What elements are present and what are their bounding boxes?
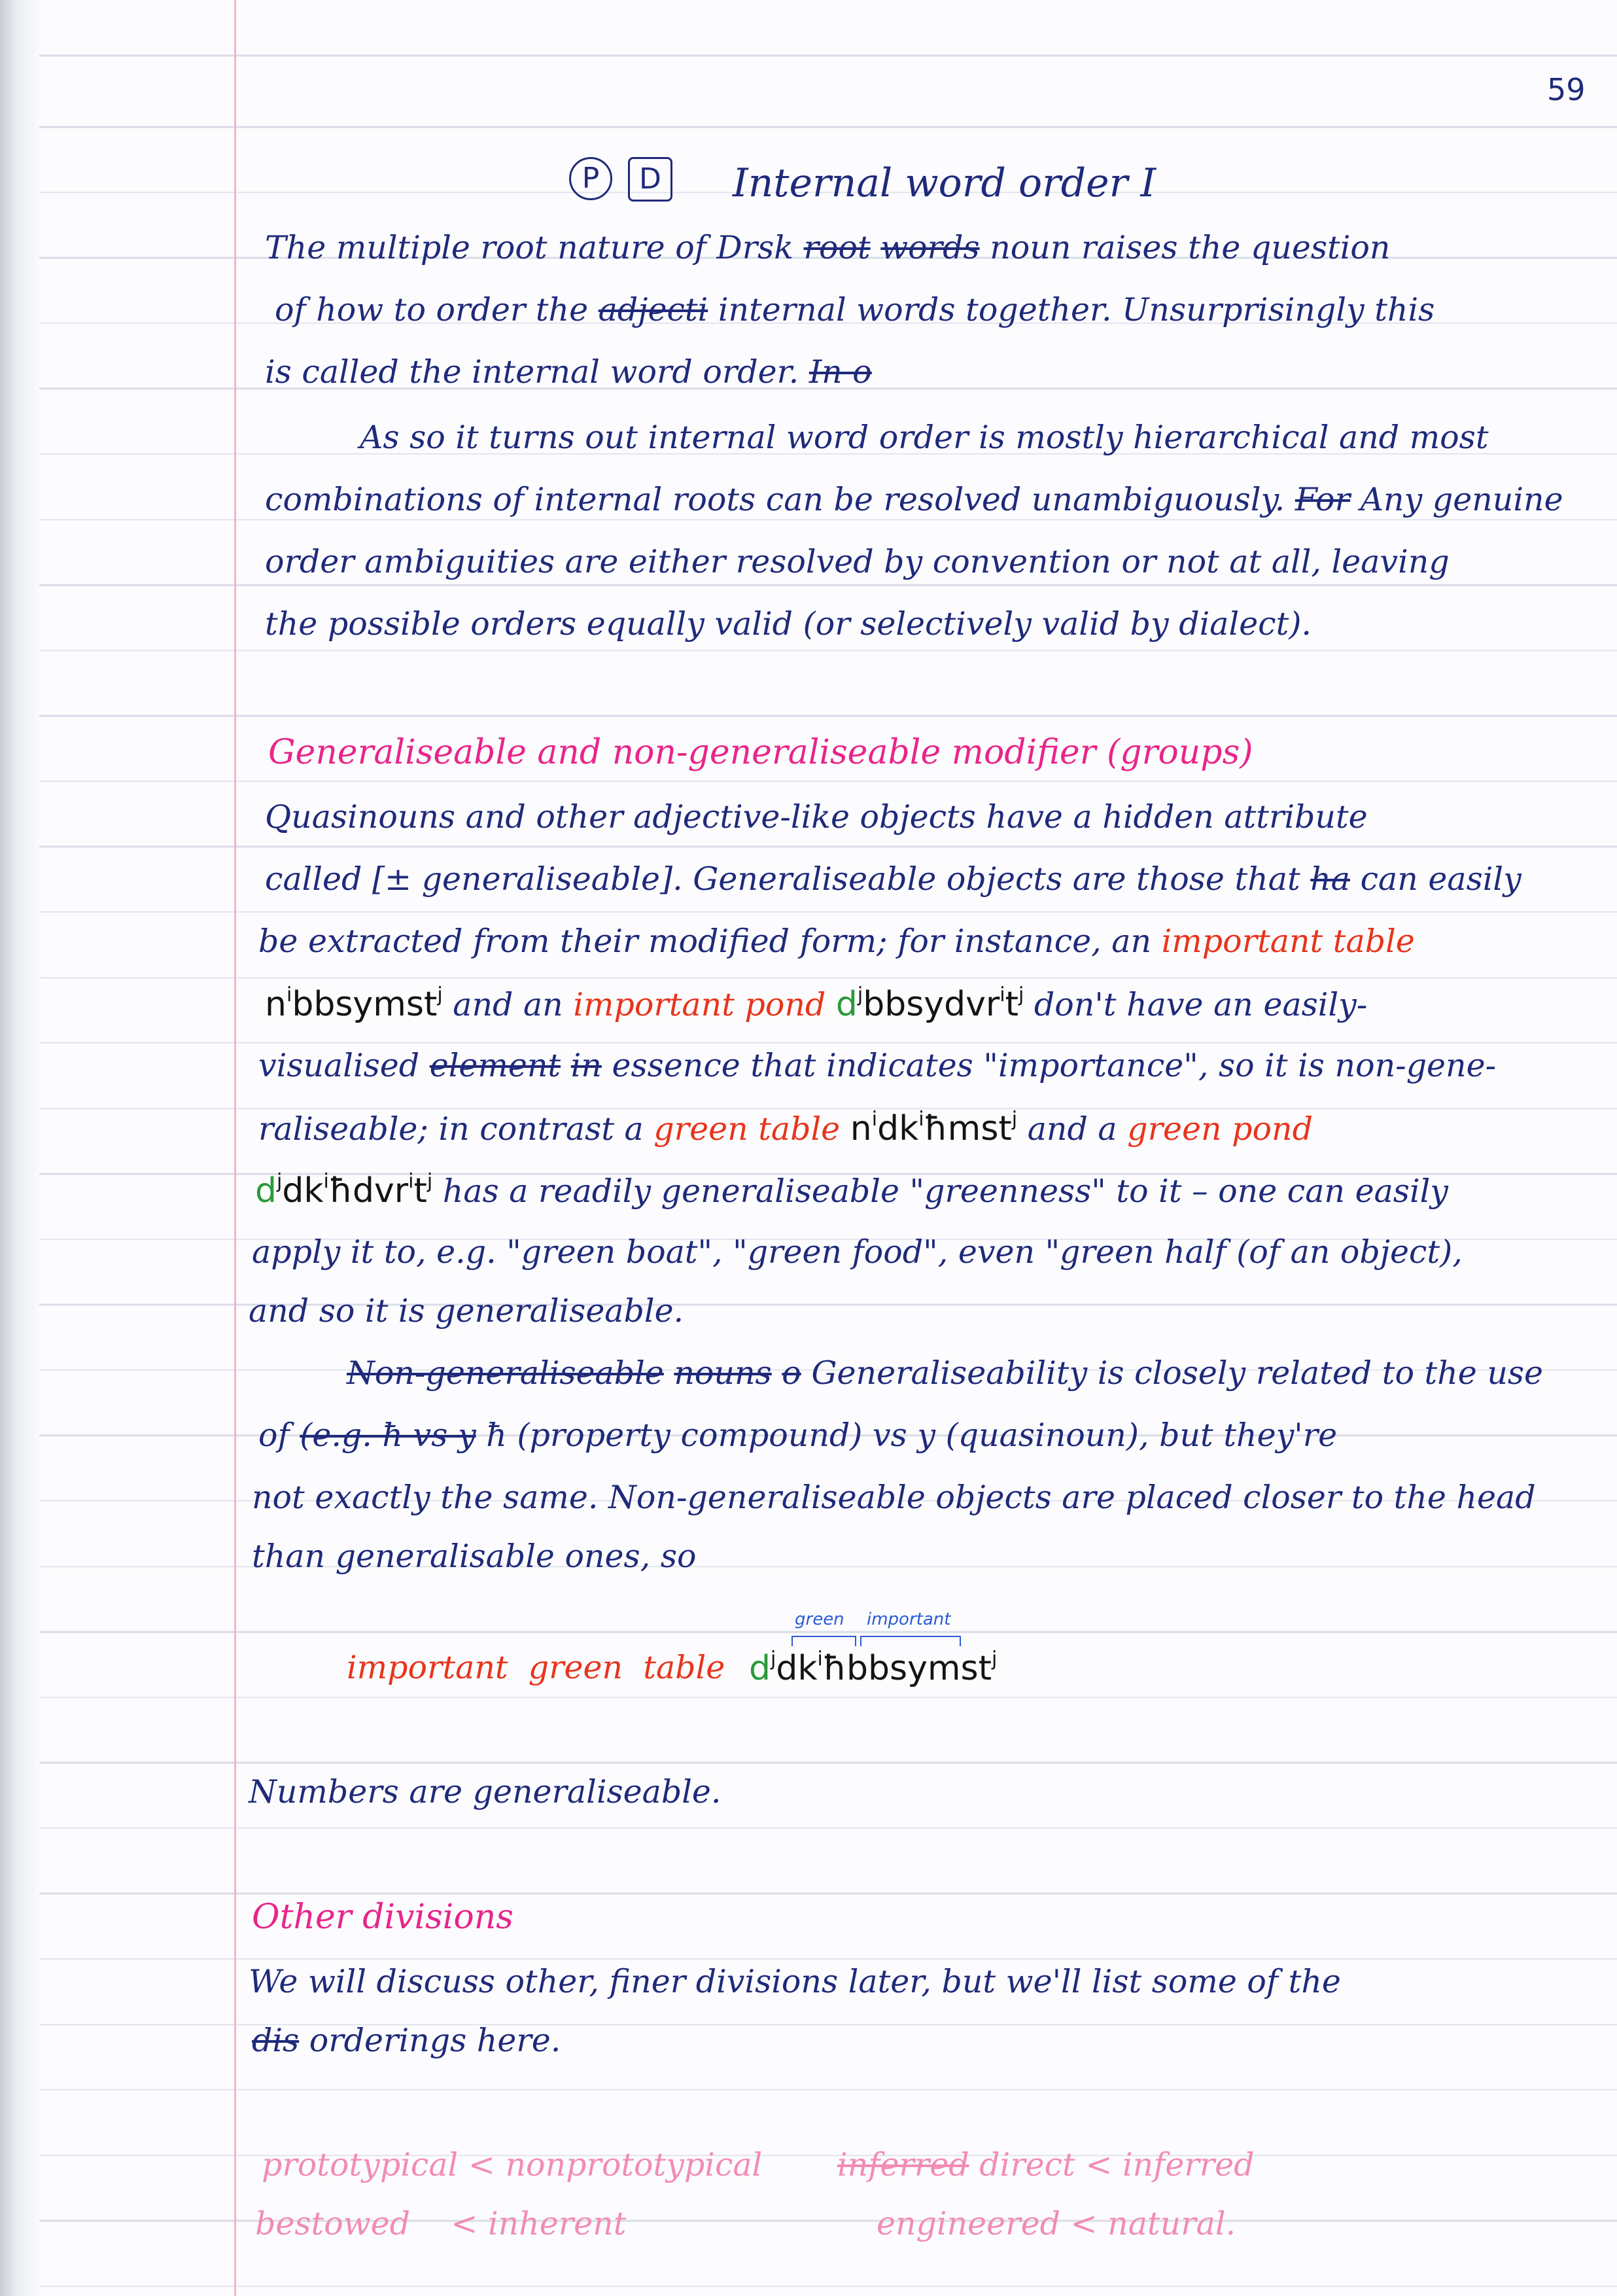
intro-line-5: combinations of internal roots can be resolved unambiguously. For Any genuine <box>265 481 1563 518</box>
s1-line-3: be extracted from their modified form; for instance, an important table <box>258 923 1415 960</box>
ipa-green-table: $n^idk^iħmst^j$ <box>850 1108 1018 1148</box>
gloss-label-green: green <box>795 1610 844 1629</box>
s2-line-2: dis orderings here. <box>252 2022 561 2059</box>
s1-line-2: called [± generaliseable]. Generaliseable objects are those that ha can easily <box>265 860 1521 898</box>
s1-line-4: $n^ibbsymst^j$ and an important pond $d^jbbsydvr^it^j$ don't have an easily- <box>265 983 1368 1024</box>
intro-line-6: order ambiguities are either resolved by convention or not at all, leaving <box>265 543 1450 580</box>
s1-line-10: Non-generaliseable nouns o Generaliseability is closely related to the use <box>347 1354 1544 1392</box>
s1-line-8: apply it to, e.g. "green boat", "green food", even "green half (of an object), <box>252 1233 1463 1271</box>
s1-line-1: Quasinouns and other adjective-like objects have a hidden attribute <box>265 798 1368 836</box>
s1-line-7: $d^jdk^iħdvr^it^j$ has a readily generaliseable "greenness" to it – one can easily <box>255 1170 1448 1210</box>
ipa-important-pond: $d^jbbsydvr^it^j$ <box>835 983 1024 1024</box>
intro-line-4: As so it turns out internal word order is mostly hierarchical and most <box>360 419 1489 456</box>
s1-line-9: and so it is generaliseable. <box>249 1292 684 1330</box>
gloss-bracket-green <box>791 1636 856 1646</box>
numbers-line: Numbers are generaliseable. <box>249 1773 722 1810</box>
ipa-important-table: $n^ibbsymst^j$ <box>265 983 443 1024</box>
ordering-bestowed: bestowed < inherent <box>255 2205 627 2242</box>
title-badge-d: D <box>628 157 672 202</box>
gloss-label-important: important <box>867 1610 951 1629</box>
s1-line-6: raliseable; in contrast a green table $n^idk^iħmst^j$ and a green pond <box>258 1108 1313 1148</box>
notebook-spine <box>0 0 39 2296</box>
s1-line-11: of (e.g. ħ vs y ħ (property compound) vs y (quasinoun), but they're <box>258 1417 1338 1454</box>
ordering-engineered: engineered < natural. <box>877 2205 1236 2242</box>
s1-line-12: not exactly the same. Non-generaliseable objects are placed closer to the head <box>252 1479 1536 1516</box>
s2-line-1: We will discuss other, finer divisions later, but we'll list some of the <box>249 1963 1341 2000</box>
page-number: 59 <box>1547 72 1586 107</box>
section-heading-other-divisions: Other divisions <box>252 1898 513 1937</box>
ordering-direct: inferred direct < inferred <box>837 2146 1255 2183</box>
ipa-green-pond: $d^jdk^iħdvr^it^j$ <box>255 1170 433 1210</box>
gloss-bracket-important <box>860 1636 961 1646</box>
s1-line-5: visualised element in essence that indicates "importance", so it is non-gene- <box>258 1047 1497 1084</box>
intro-line-7: the possible orders equally valid (or selectively valid by dialect). <box>265 605 1312 643</box>
title-badge-p: P <box>569 157 612 200</box>
s1-line-13: than generalisable ones, so <box>252 1538 697 1575</box>
margin-line <box>234 0 236 2296</box>
ordering-prototypical: prototypical < nonprototypical <box>262 2146 763 2183</box>
section-heading-generaliseable: Generaliseable and non-generaliseable modifier (groups) <box>268 733 1253 772</box>
example-ipa: $d^jdk^iħbbsymst^j$ <box>749 1648 998 1688</box>
page-title: Internal word order I <box>733 160 1156 206</box>
example-gloss: important green table <box>347 1649 725 1686</box>
intro-line-1: The multiple root nature of Drsk root words noun raises the question <box>265 229 1391 266</box>
intro-line-3: is called the internal word order. In o <box>265 353 872 391</box>
intro-line-2: of how to order the adjecti internal words together. Unsurprisingly this <box>275 291 1435 328</box>
